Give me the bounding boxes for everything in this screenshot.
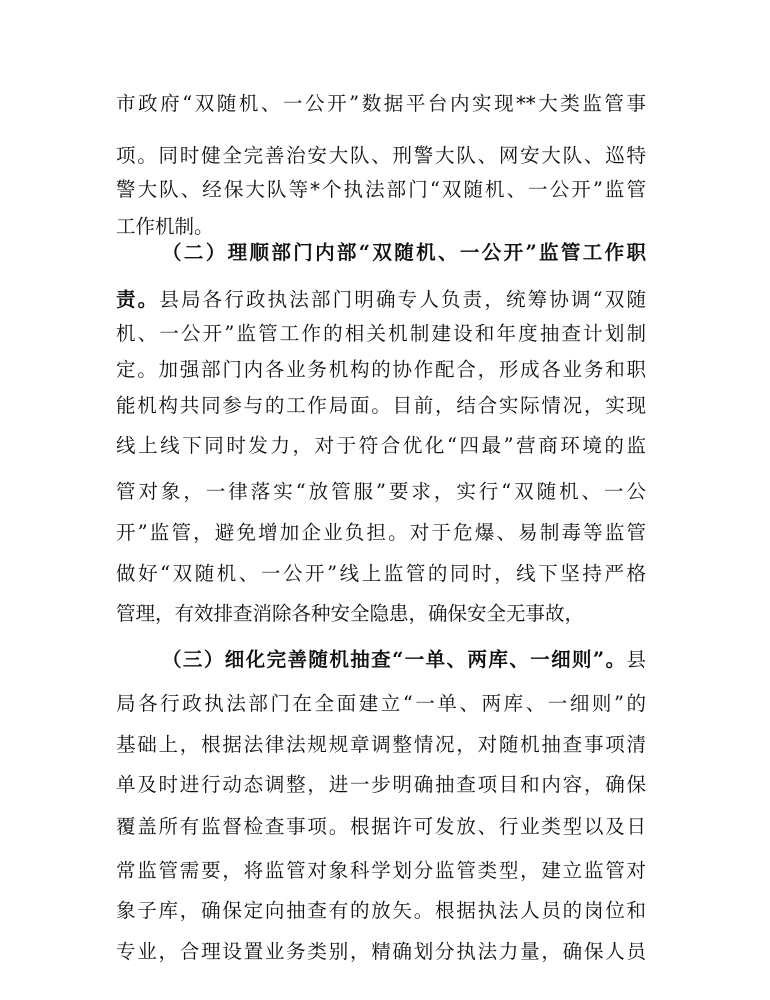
text-line: 专业，合理设置业务类别，精确划分执法力量，确保人员 <box>116 940 646 963</box>
text-line: 项。同时健全完善治安大队、刑警大队、网安大队、巡特 <box>116 144 646 167</box>
text-span: 县 <box>626 648 646 671</box>
text-line: 开”监管，避免增加企业负担。对于危爆、易制毒等监管 <box>116 521 646 544</box>
text-line <box>162 646 646 674</box>
text-line: 基础上，根据法律法规规章调整情况，对随机抽查事项清 <box>116 733 646 756</box>
text-line: 象子库，确保定向抽查有的放矢。根据执法人员的岗位和 <box>116 899 646 922</box>
text-line: 机、一公开”监管工作的相关机制建设和年度抽查计划制 <box>116 322 646 345</box>
text-line: 做好“双随机、一公开”线上监管的同时，线下坚持严格 <box>116 562 646 585</box>
text-span: 县局各行政执法部门明确专人负责，统筹协调“双随 <box>159 288 646 311</box>
text-line: 定。加强部门内各业务机构的协作配合，形成各业务和职 <box>116 358 646 381</box>
text-line: 工作机制。 <box>116 215 214 238</box>
section-heading: （三）细化完善随机抽查“一单、两库、一细则”。 <box>162 648 627 671</box>
text-line: 管理，有效排查消除各种安全隐患，确保安全无事故， <box>116 602 585 625</box>
section-heading: （二）理顺部门内部“双随机、一公开”监管工作职 <box>162 241 646 264</box>
text-line: 覆盖所有监督检查事项。根据许可发放、行业类型以及日 <box>116 815 646 838</box>
text-line: 警大队、经保大队等*个执法部门“双随机、一公开”监管 <box>116 178 646 201</box>
section-heading-tail: 责。 <box>116 288 160 311</box>
text-line: 能机构共同参与的工作局面。目前，结合实际情况，实现 <box>116 394 646 417</box>
text-line: 线上线下同时发力，对于符合优化“四最”营商环境的监 <box>116 434 646 457</box>
text-line: 市政府“双随机、一公开”数据平台内实现**大类监管事 <box>116 92 646 115</box>
text-line <box>116 286 646 314</box>
text-line: 常监管需要，将监管对象科学划分监管类型，建立监管对 <box>116 859 646 882</box>
text-line: 单及时进行动态调整，进一步明确抽查项目和内容，确保 <box>116 773 646 796</box>
text-line: 管对象，一律落实“放管服”要求，实行“双随机、一公 <box>116 480 646 503</box>
text-line: 局各行政执法部门在全面建立“一单、两库、一细则”的 <box>116 692 646 715</box>
